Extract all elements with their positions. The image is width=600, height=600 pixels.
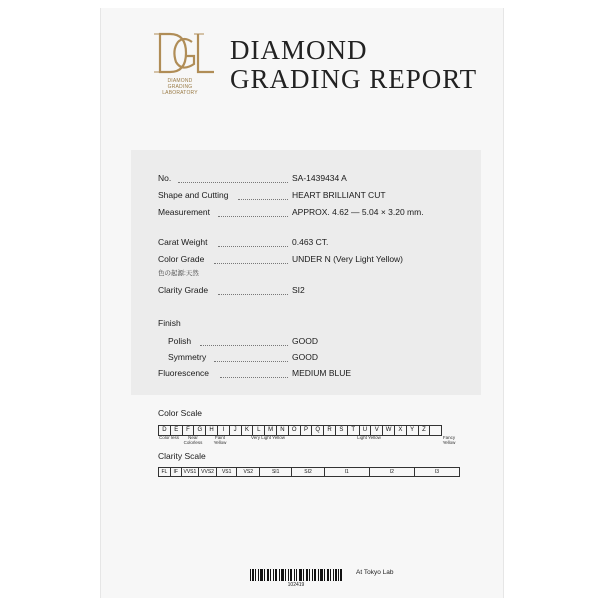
color-group-label: Color less — [158, 435, 179, 440]
label-polish: Polish — [168, 336, 192, 346]
color-grade-cell: F — [183, 426, 195, 435]
label-measurement: Measurement — [158, 207, 210, 217]
label-no: No. — [158, 173, 172, 183]
color-grade-cell: D — [159, 426, 171, 435]
label-clarity-grade: Clarity Grade — [158, 285, 209, 295]
value-measurement: APPROX. 4.62 — 5.04 × 3.20 mm. — [292, 207, 424, 217]
leader-dots — [214, 263, 288, 264]
clarity-scale-title: Clarity Scale — [158, 451, 206, 461]
title-line-2: GRADING REPORT — [230, 64, 478, 94]
leader-dots — [214, 361, 288, 362]
clarity-scale-bar — [158, 467, 460, 477]
value-shape: HEART BRILLIANT CUT — [292, 190, 386, 200]
value-carat: 0.463 CT. — [292, 237, 329, 247]
leader-dots — [178, 182, 288, 183]
leader-dots — [220, 377, 288, 378]
color-group-label: Near Colorless — [183, 435, 203, 445]
title-line-1: DIAMOND — [230, 35, 368, 65]
color-grade-cell: E — [171, 426, 183, 435]
clarity-grade-cell: SI2 — [292, 468, 324, 476]
color-grade-cell: V — [371, 426, 383, 435]
logo-line-1: DIAMOND — [167, 78, 193, 84]
barcode — [250, 569, 342, 581]
color-grade-cell: T — [348, 426, 360, 435]
color-group-label: Fancy Yellow — [442, 435, 456, 445]
lab-location: At Tokyo Lab — [356, 569, 394, 576]
color-grade-cell: O — [289, 426, 301, 435]
color-group-label: Light Yellow — [357, 435, 381, 440]
color-origin-note: 色の起源:天然 — [158, 270, 199, 277]
color-group-label: Very Light Yellow — [250, 435, 286, 440]
value-no: SA-1439434 A — [292, 173, 347, 183]
value-color-grade: UNDER N (Very Light Yellow) — [292, 254, 404, 264]
color-group-label: Faint Yellow — [213, 435, 227, 445]
label-finish: Finish — [158, 318, 181, 328]
color-grade-cell: R — [324, 426, 336, 435]
color-grade-cell: I — [218, 426, 230, 435]
label-symmetry: Symmetry — [168, 352, 207, 362]
leader-dots — [238, 199, 288, 200]
clarity-grade-cell: I1 — [325, 468, 370, 476]
label-carat: Carat Weight — [158, 237, 208, 247]
logo-line-2: GRADING — [167, 84, 193, 90]
color-grade-cell: Q — [312, 426, 324, 435]
clarity-grade-cell: VS2 — [237, 468, 260, 476]
color-grade-cell: Y — [407, 426, 419, 435]
clarity-grade-cell: IF — [171, 468, 182, 476]
color-grade-cell: P — [301, 426, 313, 435]
color-grade-cell: X — [395, 426, 407, 435]
leader-dots — [218, 294, 288, 295]
logo-line-3: LABORATORY — [162, 90, 198, 96]
color-grade-cell: N — [277, 426, 289, 435]
leader-dots — [218, 216, 288, 217]
color-grade-cell: U — [360, 426, 372, 435]
color-grade-cell: L — [253, 426, 265, 435]
color-grade-cell: Z — [419, 426, 431, 435]
clarity-grade-cell: VS1 — [217, 468, 238, 476]
color-grade-cell — [430, 426, 441, 435]
color-grade-cell: M — [265, 426, 277, 435]
color-grade-cell: S — [336, 426, 348, 435]
color-grade-cell: J — [230, 426, 242, 435]
label-fluorescence: Fluorescence — [158, 368, 210, 378]
clarity-grade-cell: I3 — [434, 469, 440, 475]
clarity-grade-cell: VVS2 — [199, 468, 217, 476]
clarity-grade-cell: VVS1 — [182, 468, 200, 476]
color-grade-cell: G — [194, 426, 206, 435]
color-grade-cell: W — [383, 426, 395, 435]
clarity-grade-cell: FL — [159, 468, 171, 476]
logo-subtitle — [148, 78, 212, 96]
value-clarity-grade: SI2 — [292, 285, 305, 295]
leader-dots — [218, 246, 288, 247]
leader-dots — [200, 345, 288, 346]
label-shape: Shape and Cutting — [158, 190, 229, 200]
barcode-number: 102419 — [287, 582, 305, 588]
clarity-grade-cell: SI1 — [260, 468, 292, 476]
clarity-grade-cell: I2 — [370, 468, 415, 476]
color-scale-title: Color Scale — [158, 408, 202, 418]
color-grade-cell: K — [242, 426, 254, 435]
color-grade-cell: H — [206, 426, 218, 435]
label-color-grade: Color Grade — [158, 254, 205, 264]
value-symmetry: GOOD — [292, 352, 318, 362]
value-polish: GOOD — [292, 336, 318, 346]
value-fluorescence: MEDIUM BLUE — [292, 368, 352, 378]
